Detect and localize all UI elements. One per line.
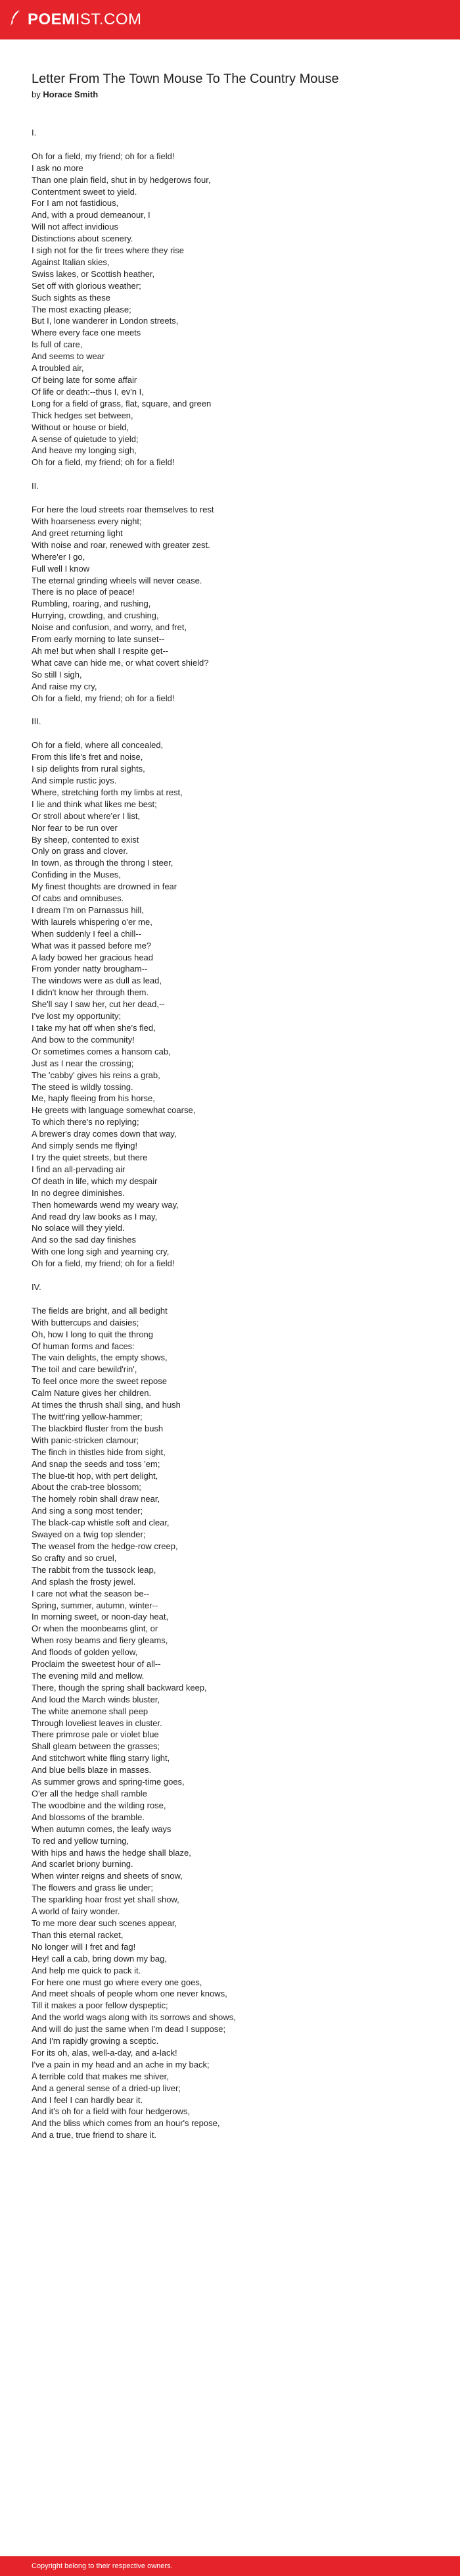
poem-line: Of death in life, which my despair <box>32 1176 158 1186</box>
poem-line: From yonder natty brougham-- <box>32 964 148 974</box>
poem-line: I lie and think what likes me best; <box>32 799 157 809</box>
poem-line: And I'm rapidly growing a sceptic. <box>32 2036 159 2046</box>
poem-line: Or stroll about where'er I list, <box>32 810 141 821</box>
poem-line: For its oh, alas, well-a-day, and a-lack! <box>32 2047 177 2058</box>
poem-line: Calm Nature gives her children. <box>32 1388 152 1399</box>
poem-line: And the bliss which comes from an hour's repose, <box>32 2118 220 2129</box>
poem-line: And will do just the same when I'm dead I suppose; <box>32 2024 226 2035</box>
poem-line: I care not what the season be-- <box>32 1588 150 1598</box>
poem-line: The vain delights, the empty shows, <box>32 1352 168 1363</box>
poem-line: Just as I near the crossing; <box>32 1058 134 1068</box>
stanza-numeral: I. <box>32 128 37 137</box>
poem-line: I sip delights from rural sights, <box>32 764 145 774</box>
poem-line: And I feel I can hardly bear it. <box>32 2094 143 2105</box>
site-logo[interactable] <box>9 9 142 31</box>
poem-line: The flowers and grass lie under; <box>32 1883 153 1893</box>
poem-line: Or when the moonbeams glint, or <box>32 1623 158 1634</box>
poem-line: A sense of quietude to yield; <box>32 433 139 444</box>
poem-line: The weasel from the hedge-row creep, <box>32 1541 178 1551</box>
poem-line: The homely robin shall draw near, <box>32 1494 160 1504</box>
poem-line: I dream I'm on Parnassus hill, <box>32 904 144 915</box>
poem-line: The blue-tit hop, with pert delight, <box>32 1470 158 1481</box>
poem-line: Long for a field of grass, flat, square, and green <box>32 398 212 409</box>
poem-line: The blackbird fluster from the bush <box>32 1423 164 1433</box>
poem-line: Oh for a field, my friend; oh for a field! <box>32 151 175 161</box>
poem-line: When autumn comes, the leafy ways <box>32 1823 172 1834</box>
poem-line: Me, haply fleeing from his horse, <box>32 1093 155 1104</box>
poem-line: There is no place of peace! <box>32 587 135 597</box>
poem-line: A lady bowed her gracious head <box>32 952 154 962</box>
poem-line: For here one must go where every one goes, <box>32 1977 202 1987</box>
poem-line: Where every face one meets <box>32 328 141 338</box>
poem-line: Proclaim the sweetest hour of all-- <box>32 1659 161 1670</box>
poem-line: Spring, summer, autumn, winter-- <box>32 1600 158 1610</box>
poem-line: With one long sigh and yearning cry, <box>32 1247 170 1257</box>
poem-line: Oh for a field, where all concealed, <box>32 740 164 751</box>
poem-line: I've a pain in my head and an ache in my back; <box>32 2059 210 2069</box>
poem-line: Of life or death:--thus I, ev'n I, <box>32 386 144 397</box>
poem-line: And loud the March winds bluster, <box>32 1694 160 1704</box>
footer-bar <box>0 2556 460 2576</box>
poem-line: And stitchwort white fling starry light, <box>32 1753 170 1764</box>
poem-stanza <box>32 480 439 704</box>
poem-line: And so the sad day finishes <box>32 1235 136 1245</box>
poem-line: Of cabs and omnibuses. <box>32 893 124 904</box>
poem-line: The evening mild and mellow. <box>32 1670 145 1681</box>
poem-line: I find an all-pervading air <box>32 1164 126 1174</box>
poem-line: Nor fear to be run over <box>32 822 118 833</box>
poem-line: I've lost my opportunity; <box>32 1011 122 1022</box>
poem-page <box>32 70 439 2153</box>
poem-line: Ah me! but when shall I respite get-- <box>32 645 169 656</box>
quill-pen-icon <box>9 9 22 31</box>
poem-line: The white anemone shall peep <box>32 1706 149 1716</box>
poem-line: There primrose pale or violet blue <box>32 1729 159 1740</box>
poem-line: And the world wags along with its sorrows and shows, <box>32 2012 236 2023</box>
stanza-numeral: II. <box>32 481 39 491</box>
poem-stanza <box>32 127 439 468</box>
poem-line: And a general sense of a dried-up liver; <box>32 2083 181 2093</box>
poem-line: And help me quick to pack it. <box>32 1965 141 1975</box>
poem-line: And blossoms of the bramble. <box>32 1812 145 1822</box>
poem-line: And floods of golden yellow, <box>32 1647 138 1658</box>
poem-line: Through loveliest leaves in cluster. <box>32 1718 162 1728</box>
poem-line: With laurels whispering o'er me, <box>32 916 152 927</box>
poem-line: The eternal grinding wheels will never cease. <box>32 575 202 585</box>
poem-line: At times the thrush shall sing, and hush <box>32 1400 181 1410</box>
poem-line: I take my hat off when she's fled, <box>32 1023 156 1033</box>
poem-line: What was it passed before me? <box>32 940 152 951</box>
poem-line: Oh for a field, my friend; oh for a field! <box>32 1258 175 1269</box>
poem-line: I didn't know her through them. <box>32 987 149 998</box>
poem-byline <box>32 89 439 101</box>
poem-stanza <box>32 1281 439 2141</box>
poem-line: Such sights as these <box>32 292 110 303</box>
poem-line: The steed is wildly tossing. <box>32 1081 133 1092</box>
poem-line: And, with a proud demeanour, I <box>32 210 150 220</box>
stanza-numeral: III. <box>32 716 41 727</box>
poem-line: Till it makes a poor fellow dyspeptic; <box>32 2000 168 2011</box>
poem-line: I try the quiet streets, but there <box>32 1152 148 1162</box>
poem-line: The sparkling hoar frost yet shall show, <box>32 1895 179 1905</box>
poem-line: Distinctions about scenery. <box>32 234 133 244</box>
poem-body <box>32 127 439 2141</box>
poem-line: Confiding in the Muses, <box>32 870 121 880</box>
poem-line: When winter reigns and sheets of snow, <box>32 1871 183 1881</box>
poem-line: From this life's fret and noise, <box>32 752 143 762</box>
poem-line: The fields are bright, and all bedight <box>32 1305 168 1316</box>
poem-line: Then homewards wend my weary way, <box>32 1199 179 1210</box>
poem-line: The 'cabby' gives his reins a grab, <box>32 1070 160 1080</box>
stanza-numeral: IV. <box>32 1282 41 1293</box>
poem-line: No solace will they yield. <box>32 1223 125 1233</box>
poem-line: The twitt'ring yellow-hammer; <box>32 1412 143 1422</box>
poem-line: And bow to the community! <box>32 1034 135 1045</box>
poem-line: Against Italian skies, <box>32 257 110 267</box>
poem-line: I sigh not for the fir trees where they rise <box>32 245 184 256</box>
poem-line: When rosy beams and fiery gleams, <box>32 1635 168 1646</box>
poem-line: What cave can hide me, or what covert shield? <box>32 657 209 668</box>
poem-author[interactable]: Horace Smith <box>43 89 99 99</box>
poem-line: And a true, true friend to share it. <box>32 2130 157 2141</box>
poem-line: The black-cap whistle soft and clear, <box>32 1518 170 1528</box>
poem-line: And raise my cry, <box>32 681 97 691</box>
poem-line: Than this eternal racket, <box>32 1929 124 1940</box>
poem-line: And simply sends me flying! <box>32 1141 138 1151</box>
poem-line: I ask no more <box>32 162 83 173</box>
logo-text-bold: POEM <box>28 11 76 28</box>
poem-line: With panic-stricken clamour; <box>32 1435 139 1445</box>
poem-line: Oh for a field, my friend; oh for a field! <box>32 457 175 468</box>
poem-line: O'er all the hedge shall ramble <box>32 1789 147 1798</box>
poem-line: My finest thoughts are drowned in fear <box>32 881 177 892</box>
poem-line: For I am not fastidious, <box>32 198 119 209</box>
poem-line: Hey! call a cab, bring down my bag, <box>32 1953 167 1964</box>
poem-line: She'll say I saw her, cut her dead,-- <box>32 999 165 1010</box>
poem-line: And seems to wear <box>32 351 105 362</box>
poem-line: And greet returning light <box>32 528 123 538</box>
poem-line: And simple rustic joys. <box>32 775 117 785</box>
top-header-bar <box>0 0 460 39</box>
poem-line: Noise and confusion, and worry, and fret, <box>32 622 187 633</box>
poem-line: There, though the spring shall backward keep, <box>32 1682 207 1693</box>
poem-line: And sing a song most tender; <box>32 1506 143 1516</box>
poem-line: Set off with glorious weather; <box>32 280 141 291</box>
poem-line: Or sometimes comes a hansom cab, <box>32 1046 171 1056</box>
poem-line: Oh for a field, my friend; oh for a field! <box>32 693 175 703</box>
poem-line: Contentment sweet to yield. <box>32 186 137 197</box>
poem-line: The finch in thistles hide from sight, <box>32 1447 166 1457</box>
poem-line: A brewer's dray comes down that way, <box>32 1129 177 1139</box>
poem-line: A troubled air, <box>32 363 84 374</box>
poem-line: And snap the seeds and toss 'em; <box>32 1458 160 1469</box>
poem-line: With hips and haws the hedge shall blaze, <box>32 1847 191 1858</box>
poem-line: From early morning to late sunset-- <box>32 634 165 645</box>
poem-line: Full well I know <box>32 563 90 574</box>
poem-line: To red and yellow turning, <box>32 1835 129 1846</box>
poem-line: Thick hedges set between, <box>32 410 133 420</box>
poem-line: As summer grows and spring-time goes, <box>32 1777 185 1787</box>
poem-line: And it's oh for a field with four hedgerows, <box>32 2106 190 2117</box>
poem-line: The rabbit from the tussock leap, <box>32 1564 156 1575</box>
byline-prefix: by <box>32 89 41 99</box>
poem-line: The most exacting please; <box>32 304 131 314</box>
poem-line: Of being late for some affair <box>32 375 137 385</box>
poem-line: A terrible cold that makes me shiver, <box>32 2071 169 2081</box>
poem-line: Only on grass and clover. <box>32 846 128 856</box>
poem-line: Without or house or bield, <box>32 422 129 432</box>
logo-text-light: IST.COM <box>75 11 142 28</box>
poem-line: Swiss lakes, or Scottish heather, <box>32 268 155 279</box>
poem-line: Where'er I go, <box>32 551 85 562</box>
poem-line: Is full of care, <box>32 339 83 350</box>
poem-line: With hoarseness every night; <box>32 516 142 526</box>
poem-line: Oh, how I long to quit the throng <box>32 1329 154 1339</box>
poem-line: And read dry law books as I may, <box>32 1211 158 1222</box>
poem-line: To which there's no replying; <box>32 1117 139 1127</box>
poem-line: Hurrying, crowding, and crushing, <box>32 610 159 621</box>
poem-line: He greets with language somewhat coarse, <box>32 1105 196 1116</box>
poem-line: In no degree diminishes. <box>32 1187 125 1198</box>
poem-line: With buttercups and daisies; <box>32 1317 139 1327</box>
poem-line: In town, as through the throng I steer, <box>32 858 173 868</box>
poem-line: The windows were as dull as lead, <box>32 976 162 986</box>
poem-line: Where, stretching forth my limbs at rest, <box>32 787 183 797</box>
poem-line: When suddenly I feel a chill-- <box>32 928 141 939</box>
poem-line: The woodbine and the wilding rose, <box>32 1800 166 1810</box>
poem-line: And blue bells blaze in masses. <box>32 1765 152 1775</box>
poem-line: Swayed on a twig top slender; <box>32 1529 146 1540</box>
poem-stanza <box>32 716 439 1270</box>
poem-line: By sheep, contented to exist <box>32 834 139 845</box>
poem-line: And heave my longing sigh, <box>32 445 137 456</box>
poem-line: To feel once more the sweet repose <box>32 1376 167 1387</box>
poem-line: About the crab-tree blossom; <box>32 1482 141 1493</box>
poem-line: Shall gleam between the grasses; <box>32 1741 160 1752</box>
poem-line: Will not affect invidious <box>32 222 118 232</box>
poem-line: So crafty and so cruel, <box>32 1552 117 1563</box>
poem-line: Of human forms and faces: <box>32 1341 135 1351</box>
poem-line: And meet shoals of people whom one never knows, <box>32 1989 227 1999</box>
poem-line: Rumbling, roaring, and rushing, <box>32 599 151 609</box>
poem-title: Letter From The Town Mouse To The Country Mouse <box>32 72 339 86</box>
poem-line: For here the loud streets roar themselves to rest <box>32 505 214 515</box>
poem-line: And splash the frosty jewel. <box>32 1576 136 1587</box>
poem-line: No longer will I fret and fag! <box>32 1941 136 1952</box>
poem-line: And scarlet briony burning. <box>32 1859 133 1870</box>
poem-line: So still I sigh, <box>32 669 82 680</box>
poem-line: Than one plain field, shut in by hedgerows four, <box>32 174 211 185</box>
poem-line: In morning sweet, or noon-day heat, <box>32 1612 169 1622</box>
poem-line: With noise and roar, renewed with greater zest. <box>32 539 210 550</box>
poem-line: The toil and care bewild'rin', <box>32 1364 137 1375</box>
poem-line: A world of fairy wonder. <box>32 1906 120 1917</box>
copyright-text: Copyright belong to their respective owners. <box>32 2562 173 2570</box>
poem-line: To me more dear such scenes appear, <box>32 1918 177 1928</box>
poem-line: But I, lone wanderer in London streets, <box>32 316 179 326</box>
